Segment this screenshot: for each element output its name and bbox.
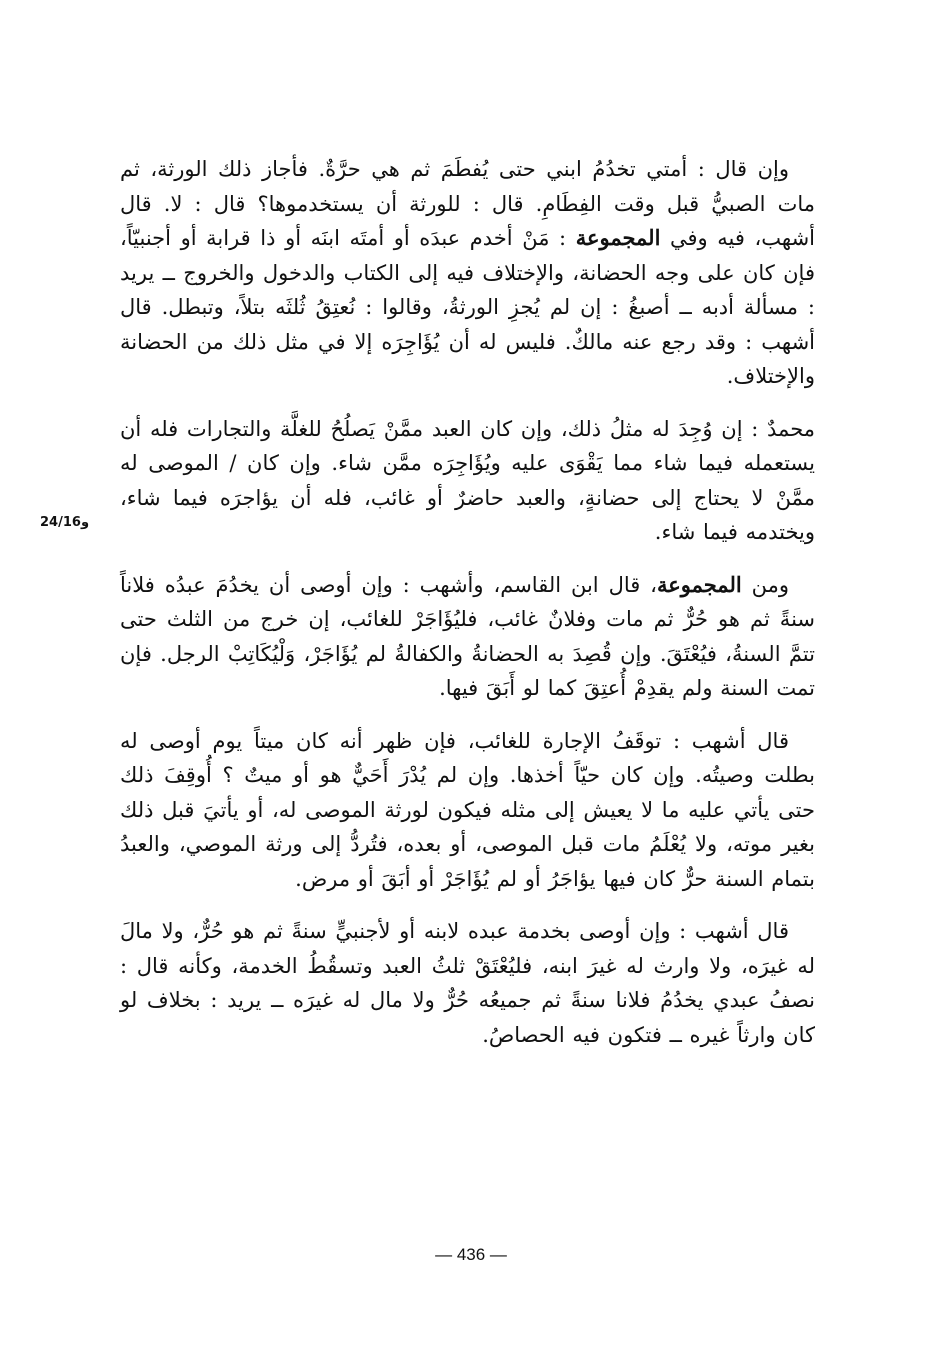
paragraph-4: [120, 724, 815, 897]
text-run: قال أشهب : وإن أوصى بخدمة عبده لابنه أو لأجنبيٍّ سنةً ثم هو حُرٌّ، ولا مالَ له غيرَه، ولا وارث له غيرَ ابنه، فليُعْتَقْ ثلثُ العبد وتسقُطُ الخدمة، وكأنه قال : نصفُ عبدي يخدُمُ فلانا سنةً ثم جميعُه حُرٌّ ولا مال له غيرَه ــ يريد : بخلاف لو كان وارثاً غيره ــ فتكون فيه الحصاصُ.: [120, 919, 815, 1047]
paragraph-3: [120, 568, 815, 706]
text-run: قال أشهب : توقَفُ الإجارة للغائب، فإن ظهر أنه كان ميتاً يوم أوصى له بطلت وصيتُه. وإن كان حيّاً أخذها. وإن لم يُدْرَ أَحَيٌّ هو أو ميتٌ ؟ أُوقِفَ ذلك حتى يأتي عليه ما لا يعيش إلى مثله فيكون لورثة الموصى له، أو يأتيَ قبل ذلك بغير موته، ولا يُعْلَمُ مات قبل الموصى، أو بعده، فتُردُّ إلى ورثة الموصي، والعبدُ بتمام السنة حرٌّ كان فيها يؤاجَرُ أو لم يُؤَاجَرْ أو أبَقَ أو مرض.: [120, 728, 815, 891]
bold-term: المجموعة: [656, 571, 742, 597]
paragraph-1: [120, 152, 815, 394]
bold-term: المجموعة: [575, 225, 661, 250]
text-run: ، قال ابن القاسم، وأشهب : وإن أوصى أن يخدُمَ عبدُه فلاناً سنةً ثم هو حُرٌّ ثم مات وفلانٌ غائب، فليُؤَاجَرْ للغائب، إن خرج من الثلث حتى تتمَّ السنةُ، فيُعْتَقَ. وإن قُصِدَ به الحضانةُ والكفالةُ لم يُؤَاجَرْ، وَلْيُكَاتِبْ الرجل. فإن تمت السنة ولم يقدِمْ أُعتِقَ كما لو أَبَقَ فيها.: [120, 572, 815, 700]
body-text: [120, 152, 815, 1052]
text-run: ومن: [741, 572, 789, 597]
margin-folio-reference: و24/16: [40, 515, 90, 530]
text-run: محمدٌ : إن وُجِدَ له مثلُ ذلك، وإن كان العبد ممَّنْ يَصلُحُ للغلَّة والتجارات فله أن يستعمله فيما شاء مما يَقْوَى عليه ويُؤَاجِرَه ممَّن شاء. وإن كان / الموصى له ممَّنْ لا يحتاج إلى حضانةٍ، والعبد حاضرٌ أو غائب، فله أن يؤاجرَه فيما شاء، ويختدمه فيما شاء.: [120, 416, 815, 544]
text-run: وإن قال : أمتي تخدُمُ ابني حتى يُفطَمَ ثم هي حرَّةٌ. فأجاز ذلك الورثة، ثم مات الصبيُّ قبل وقت الفِطَامِ. قال : للورثة أن يستخدموها؟ قال : لا. قال أشهب، فيه وفي: [120, 157, 816, 250]
paragraph-5: [120, 914, 815, 1052]
paragraph-2: [120, 412, 815, 550]
page-number: — 436 —: [435, 1245, 507, 1264]
text-run: : مَنْ أخدم عبدَه أو أمتَه ابنَه أو ذا قرابة أو أجنبيّاً، فإن كان على وجه الحضانة، والإختلاف فيه إلى الكتاب والدخول والخروج ــ يريد : مسألة أدبه ــ أصبغُ : إن لم يُجزِ الورثةُ، وقالوا : نُعتِقُ ثُلثَه بتلاً، وتبطل. قال أشهب : وقد رجع عنه مالكٌ. فليس له أن يُؤَاجِرَه إلا في مثل ذلك من الحضانة والإختلاف.: [120, 226, 815, 388]
